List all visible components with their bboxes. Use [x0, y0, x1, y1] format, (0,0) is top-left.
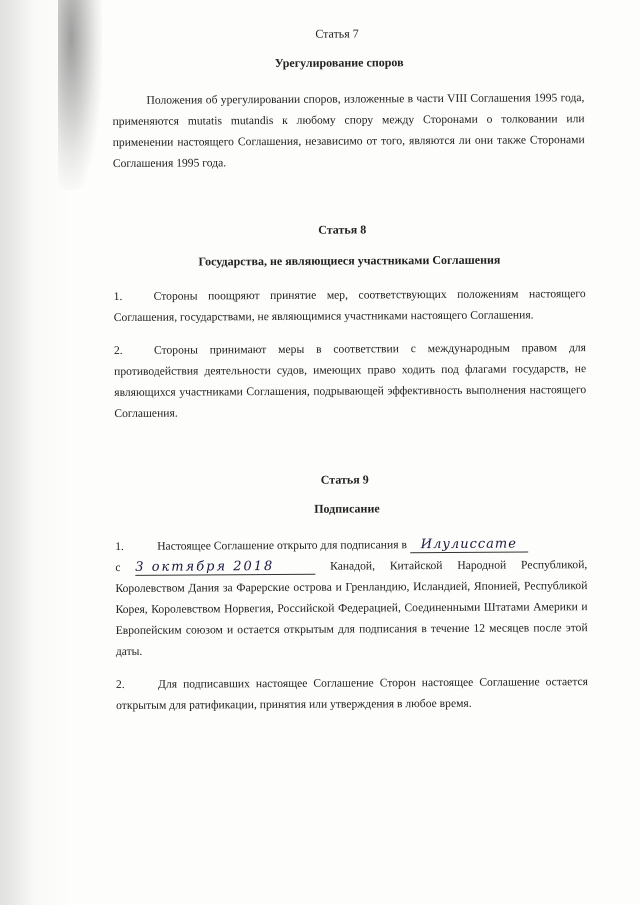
- article-8-subtitle: Государства, не являющиеся участниками Соглашения: [198, 252, 501, 269]
- handwritten-place-field: Илулиссате: [410, 536, 528, 553]
- article-8-item-2: [114, 337, 587, 424]
- item-number: 1.: [113, 289, 123, 303]
- article-8-title: Статья 8: [318, 222, 367, 237]
- item-text-before-place: Настоящее Соглашение открыто для подписания в: [157, 538, 407, 553]
- article-9-item-1: [115, 533, 588, 662]
- article-7-title: Статья 7: [315, 26, 359, 41]
- item-number: 1.: [115, 539, 124, 553]
- article-9-item-2: [116, 671, 588, 716]
- article-7-subtitle: Урегулирование споров: [274, 55, 404, 71]
- item-text-after-date: Канадой, Китайской Народной Республикой, Королевством Дания за Фарерские острова и Гренландию, Исландией, Японией, Республикой Корея, Королевством Норвегия, Российской Федерацией, Соединенными Штатами Америки и Европейским союзом и остается открытым для подписания в течение 12 месяцев после этой даты.: [115, 558, 588, 658]
- item-text: Стороны принимают меры в соответствии с международным правом для противодействия деятельности судов, имеющих право ходить под флагами государств, не являющихся участниками Соглашения, подрывающей эффективность выполнения настоящего Соглашения.: [114, 341, 587, 420]
- item-number: 2.: [115, 677, 125, 691]
- item-text: Стороны поощряют принятие мер, соответствующих положениям настоящего Соглашения, государствами, не являющимися участниками настоящего Соглашения.: [113, 287, 586, 324]
- item-text-c: с: [115, 560, 121, 574]
- handwritten-date-field: 3 октября 2018: [135, 559, 315, 576]
- item-number: 2.: [113, 343, 123, 357]
- article-9-title: Статья 9: [320, 472, 369, 487]
- article-7-paragraph: Положения об урегулировании споров, изложенные в части VIII Соглашения 1995 года, применяются mutatis mutandis к любому спору между Сторонами о толковании или применении настоящего Соглашения, независимо от того, являются ли они также Сторонами Соглашения 1995 года.: [112, 91, 585, 170]
- item-text: Для подписавших настоящее Соглашение Сторон настоящее Соглашение остается открытым для ратификации, принятия или утверждения в любое время.: [116, 675, 589, 712]
- document-content: [112, 25, 588, 716]
- article-8-item-1: [114, 283, 586, 328]
- article-9-subtitle: Подписание: [314, 501, 380, 516]
